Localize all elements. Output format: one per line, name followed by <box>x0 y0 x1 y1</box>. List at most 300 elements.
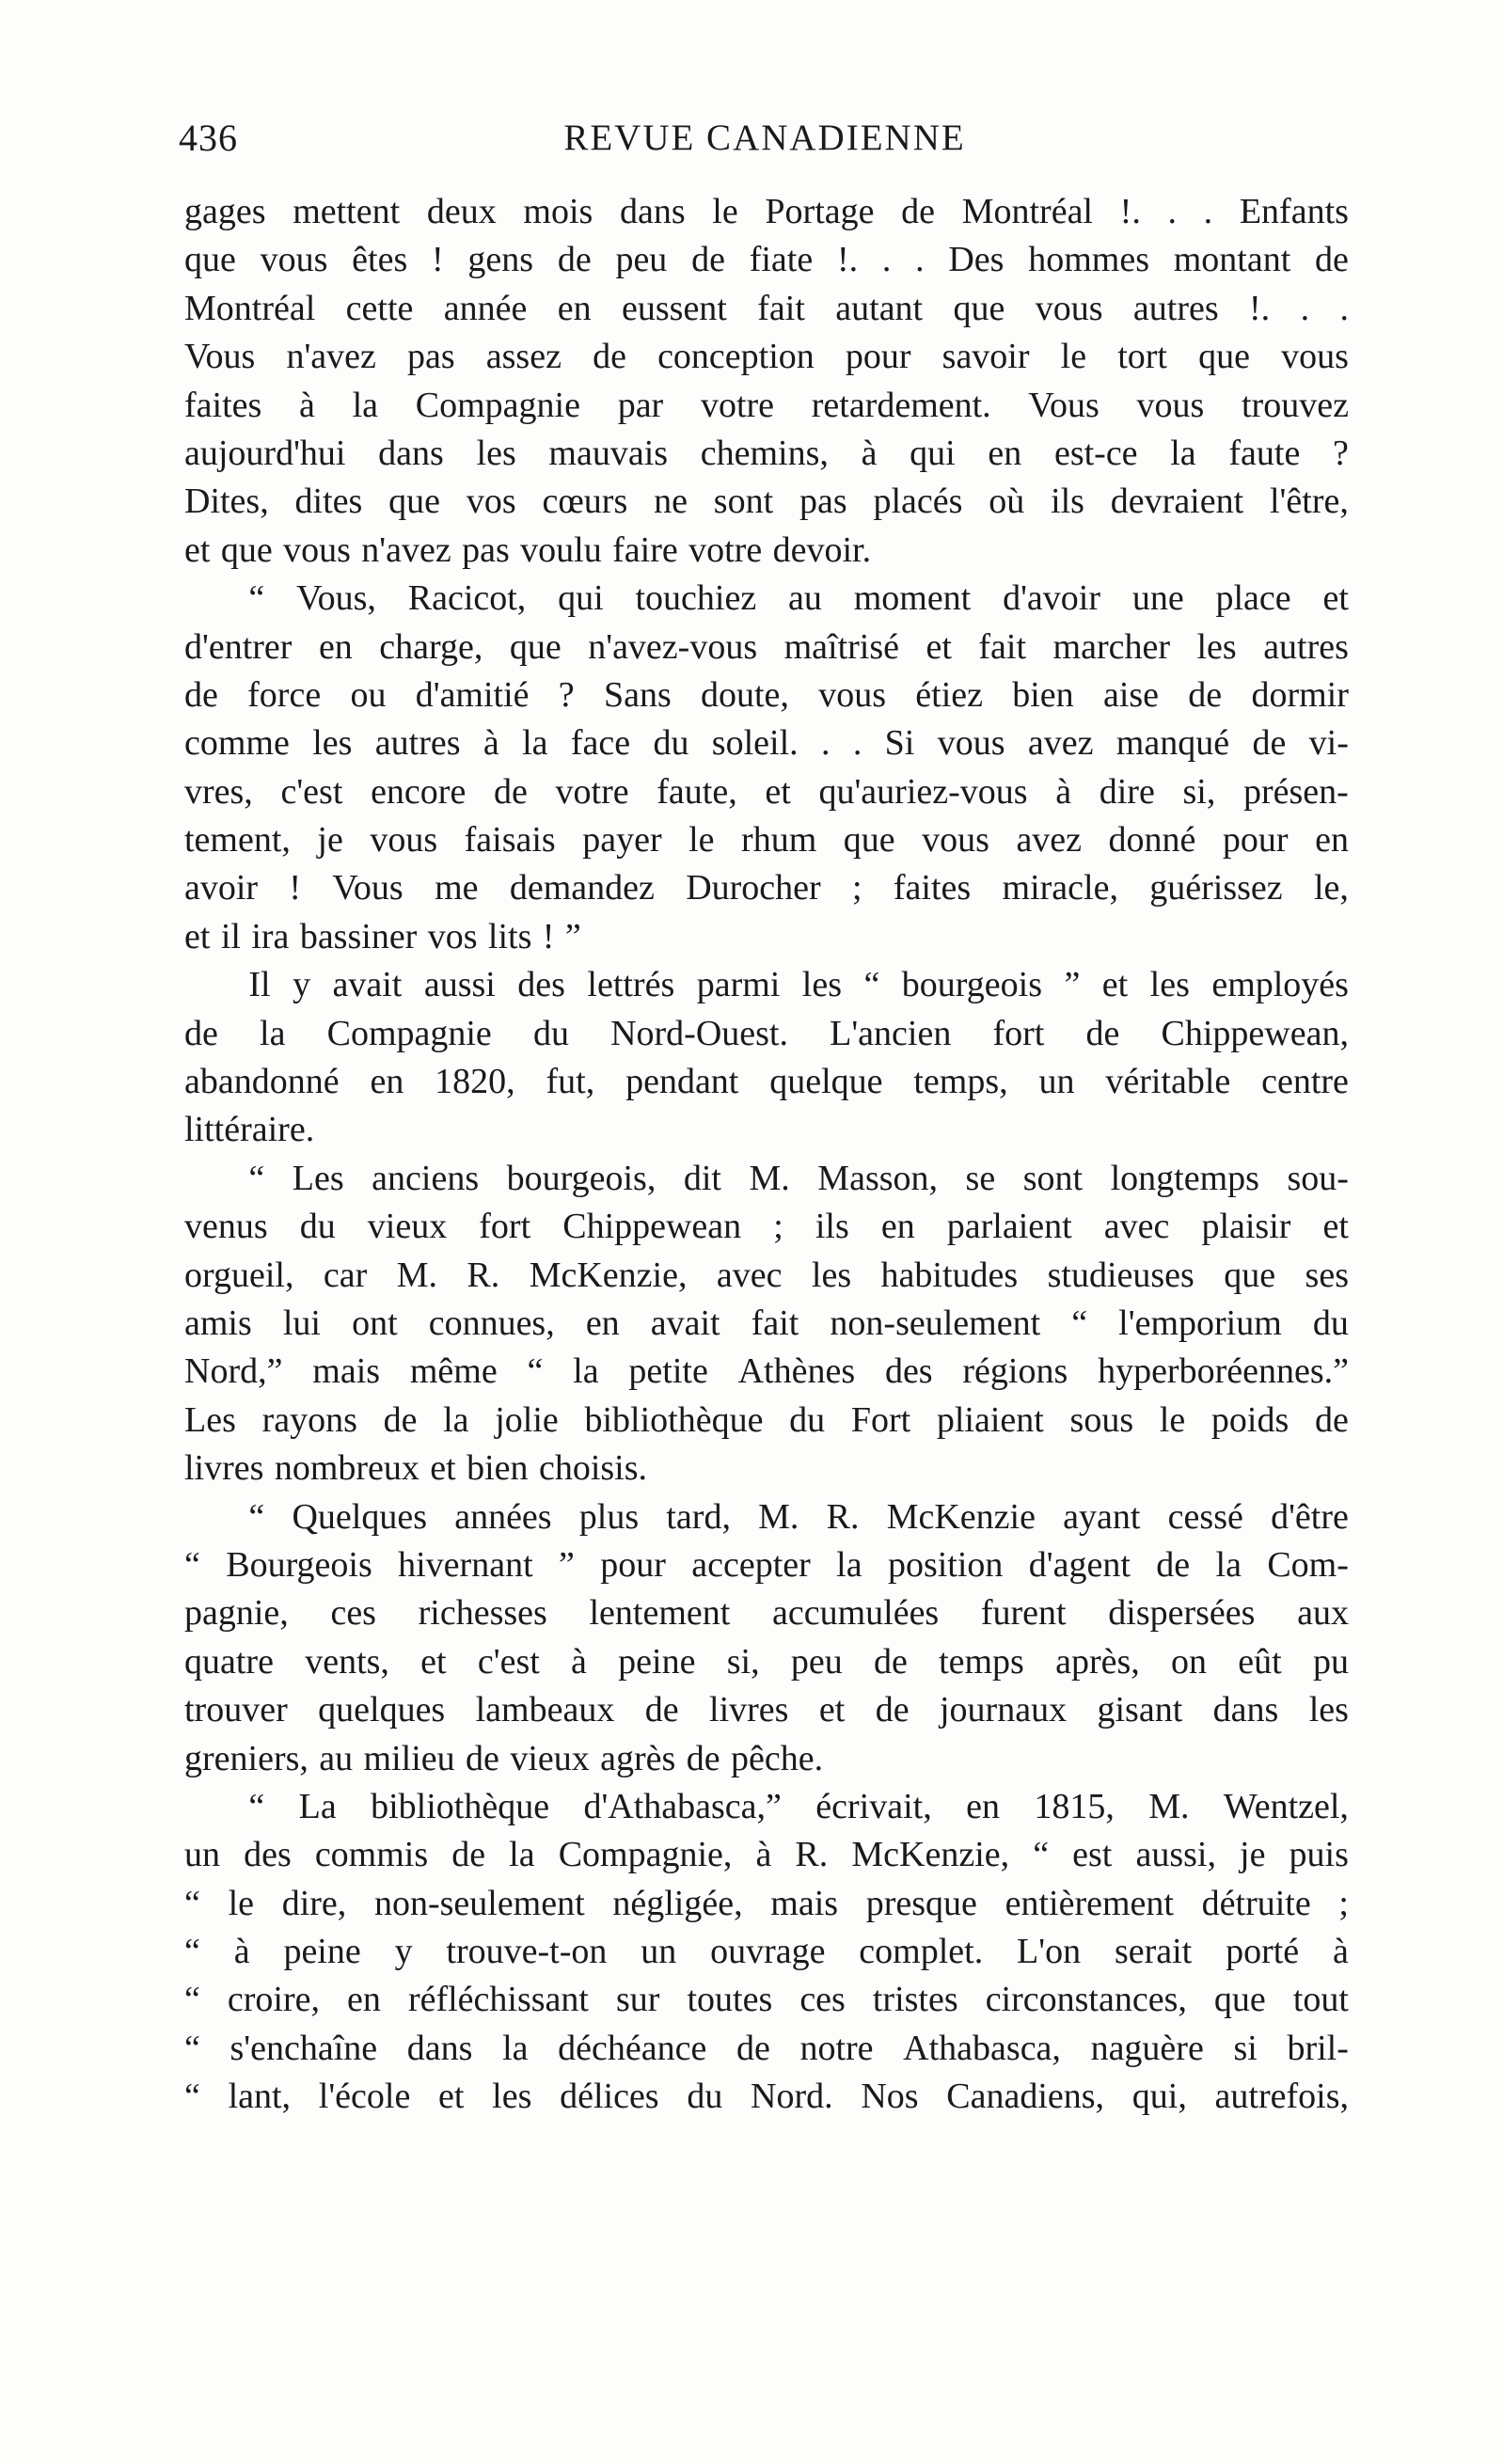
word: M. <box>758 1496 799 1537</box>
word: employés <box>1211 965 1349 1005</box>
word: la <box>352 385 379 425</box>
word: tard, <box>666 1496 731 1537</box>
word: votre <box>688 529 763 570</box>
word: trouve-t-on <box>446 1932 608 1972</box>
word: hyperboréennes.” <box>1098 1351 1349 1392</box>
word: . <box>820 723 831 764</box>
word: richesses <box>418 1593 547 1634</box>
word: trouver <box>184 1690 288 1730</box>
word: que <box>1213 1980 1266 2020</box>
word: présen- <box>1243 771 1349 812</box>
word: pas <box>407 337 455 377</box>
word: eût <box>1238 1641 1282 1682</box>
word: . <box>1203 192 1213 231</box>
word: mettent <box>293 192 401 231</box>
text-line <box>184 1831 1349 1879</box>
word: ces <box>330 1593 376 1634</box>
word: conception <box>657 337 815 377</box>
word: vous <box>818 674 886 715</box>
word: ; <box>1338 1883 1349 1923</box>
word: McKenzie, <box>851 1835 1010 1875</box>
word: aussi, <box>1135 1835 1216 1875</box>
word: “ <box>184 2077 200 2117</box>
word: et <box>1322 578 1349 619</box>
word: et <box>926 626 952 667</box>
word: car <box>323 1255 368 1295</box>
word: devraient <box>1110 482 1244 522</box>
word: vents, <box>305 1641 389 1682</box>
word: Enfants <box>1239 192 1349 231</box>
word: de <box>875 1690 910 1730</box>
word: pas <box>799 482 847 522</box>
word: “ <box>184 1932 200 1972</box>
word: journaux <box>940 1690 1068 1730</box>
word: avait <box>332 965 403 1005</box>
word: Compagnie <box>415 385 580 425</box>
text-line <box>184 1928 1349 1976</box>
word: à <box>861 433 878 473</box>
word: habitudes <box>880 1255 1019 1295</box>
word: de <box>383 1399 418 1440</box>
text-line <box>184 527 1349 575</box>
word: même <box>409 1351 498 1392</box>
text-line <box>184 333 1349 381</box>
word: deux <box>426 192 497 231</box>
text-line <box>184 864 1349 912</box>
word: vous <box>922 820 989 861</box>
word: Vous, <box>296 578 376 619</box>
word: soleil. <box>711 723 799 764</box>
word: ; <box>852 868 862 908</box>
word: bril- <box>1287 2028 1349 2068</box>
word: Chippewean <box>562 1207 742 1247</box>
word: sur <box>616 1980 660 2020</box>
word: un <box>641 1932 677 1972</box>
word: à <box>483 723 499 764</box>
word: ! <box>289 868 302 908</box>
word: autant <box>835 288 924 328</box>
word: d'agent <box>1028 1544 1131 1585</box>
word: en <box>988 433 1022 473</box>
text-line <box>184 1880 1349 1928</box>
word: payer <box>582 820 662 861</box>
word: que <box>953 288 1005 328</box>
word: ont <box>352 1303 398 1343</box>
word: faire <box>612 529 678 570</box>
word: la <box>573 1351 599 1392</box>
word: dans <box>619 192 686 231</box>
word: naguère <box>1090 2028 1204 2068</box>
word: et <box>818 1690 846 1730</box>
word: R. <box>795 1835 829 1875</box>
word: que <box>1198 337 1250 377</box>
text-line <box>184 1058 1349 1106</box>
word: vos <box>427 916 478 956</box>
word: ; <box>773 1207 783 1247</box>
word: “ <box>184 2028 200 2068</box>
word: sont <box>1022 1158 1084 1198</box>
word: de <box>1315 240 1349 280</box>
word: véritable <box>1105 1062 1231 1102</box>
word: !. <box>1249 288 1271 328</box>
text-line <box>184 1155 1349 1203</box>
word: “ <box>527 1351 544 1392</box>
word: négligée, <box>612 1883 743 1923</box>
word: vous <box>1035 288 1103 328</box>
word: écrivait, <box>815 1786 932 1826</box>
word: faites <box>184 385 262 425</box>
word: non-seulement <box>830 1303 1041 1343</box>
word: plaisir <box>1201 1207 1291 1247</box>
word: dispersées <box>1108 1593 1256 1634</box>
word: la <box>502 2028 529 2068</box>
word: faites <box>893 868 972 908</box>
word: de <box>1156 1544 1191 1585</box>
word: presque <box>865 1883 977 1923</box>
word: vi- <box>1308 723 1349 764</box>
word: Vous <box>184 337 256 377</box>
word: que <box>184 240 236 280</box>
word: il <box>220 916 241 956</box>
word: étiez <box>915 674 983 715</box>
word: qui <box>558 578 604 619</box>
word: et <box>1101 965 1129 1005</box>
word: autres <box>374 723 461 764</box>
word: bassiner <box>299 916 418 956</box>
word: amis <box>184 1303 252 1343</box>
word: que <box>220 529 273 570</box>
word: livres <box>184 1448 264 1489</box>
word: petite <box>628 1351 708 1392</box>
word: en <box>370 1062 404 1102</box>
word: sou- <box>1287 1158 1349 1198</box>
word: Nord,” <box>184 1351 283 1392</box>
word: y <box>394 1932 413 1972</box>
word: peu <box>790 1641 843 1682</box>
word: Nord-Ouest. <box>610 1013 788 1053</box>
word: de <box>184 1013 218 1053</box>
word: pu <box>1312 1641 1349 1682</box>
word: pagnie, <box>184 1593 289 1634</box>
word: ouvrage <box>710 1932 826 1972</box>
word: d'entrer <box>184 626 293 667</box>
word: chemins, <box>700 433 829 473</box>
word: faute <box>1228 433 1301 473</box>
word: autres <box>1263 626 1349 667</box>
word: circonstances, <box>985 1980 1187 2020</box>
word: M. <box>1148 1786 1190 1826</box>
text-line <box>184 1493 1349 1541</box>
word: notre <box>799 2028 874 2068</box>
text-line <box>184 2073 1349 2121</box>
word: si, <box>726 1641 760 1682</box>
word: aussi <box>423 965 496 1005</box>
word: ” <box>564 916 581 956</box>
text-line <box>184 671 1349 719</box>
word: à <box>299 385 315 425</box>
word: porté <box>1226 1932 1300 1972</box>
word: en <box>557 288 592 328</box>
word: 1815, <box>1034 1786 1115 1826</box>
text-line <box>184 575 1349 623</box>
word: Athènes <box>737 1351 856 1392</box>
word: avez <box>1027 723 1094 764</box>
word: Compagnie <box>326 1013 492 1053</box>
word: faisais <box>464 820 556 861</box>
word: L'on <box>1017 1932 1082 1972</box>
word: de <box>686 1738 720 1778</box>
word: lui <box>282 1303 321 1343</box>
word: cœurs <box>542 482 628 522</box>
word: bourgeois <box>901 965 1042 1005</box>
word: . <box>881 240 892 280</box>
word: Portage <box>765 192 875 231</box>
word: accepter <box>691 1544 811 1585</box>
word: dormir <box>1251 674 1349 715</box>
word: lentement <box>589 1593 731 1634</box>
word: lits <box>487 916 532 956</box>
word: accumulées <box>771 1593 940 1634</box>
word: toutes <box>687 1980 773 2020</box>
word: jolie <box>495 1399 559 1440</box>
word: Vous <box>332 868 403 908</box>
word: force <box>247 674 322 715</box>
word: l'emporium <box>1118 1303 1282 1343</box>
word: 1820, <box>435 1062 515 1102</box>
word: lambeaux <box>475 1690 615 1730</box>
word: le <box>228 1883 254 1923</box>
word: Fort <box>850 1399 911 1440</box>
word: les <box>312 723 353 764</box>
word: manqué <box>1115 723 1230 764</box>
word: pour <box>845 337 911 377</box>
word: la <box>1215 1544 1242 1585</box>
word: greniers, <box>184 1738 309 1778</box>
word: demandez <box>509 868 655 908</box>
word: de <box>1252 723 1287 764</box>
word: bien <box>467 1448 529 1489</box>
word: voulu <box>520 529 602 570</box>
word: !. <box>836 240 859 280</box>
word: d'amitié <box>415 674 530 715</box>
word: parlaient <box>946 1207 1072 1247</box>
word: pour <box>1222 820 1289 861</box>
word: dit <box>683 1158 721 1198</box>
word: encore <box>371 771 467 812</box>
word: n'avez <box>361 529 451 570</box>
word: que <box>843 820 895 861</box>
word: Montréal <box>184 288 316 328</box>
word: Wentzel, <box>1223 1786 1349 1826</box>
page-number: 436 <box>179 117 238 159</box>
word: savoir <box>941 337 1030 377</box>
word: charge, <box>379 626 483 667</box>
word: quelque <box>769 1062 883 1102</box>
text-line <box>184 1252 1349 1300</box>
word: je <box>317 820 343 861</box>
text-line <box>184 478 1349 526</box>
text-line <box>184 2025 1349 2073</box>
word: Les <box>184 1399 236 1440</box>
word: Compagnie, <box>558 1835 733 1875</box>
text-line <box>184 1445 1349 1493</box>
word: vieux <box>510 1738 590 1778</box>
word: ils <box>815 1207 849 1247</box>
word: ! <box>432 240 444 280</box>
word: du <box>1312 1303 1349 1343</box>
word: M. <box>396 1255 437 1295</box>
word: “ <box>248 1158 265 1198</box>
word: face <box>570 723 631 764</box>
word: de <box>644 1690 679 1730</box>
word: un <box>1038 1062 1075 1102</box>
word: abandonné <box>184 1062 340 1102</box>
word: poids <box>1210 1399 1289 1440</box>
word: touchiez <box>635 578 757 619</box>
word: qui, <box>1131 2077 1187 2117</box>
word: et <box>184 529 211 570</box>
word: ses <box>1305 1255 1349 1295</box>
text-line <box>184 768 1349 816</box>
word: réfléchissant <box>407 1980 589 2020</box>
text-line <box>184 1397 1349 1445</box>
word: . <box>915 240 925 280</box>
word: ira <box>251 916 290 956</box>
text-line <box>184 1106 1349 1154</box>
word: peu <box>615 240 668 280</box>
word: eussent <box>622 288 727 328</box>
word: fiate <box>749 240 814 280</box>
word: avait <box>650 1303 720 1343</box>
word: moment <box>853 578 972 619</box>
word: de <box>466 1738 499 1778</box>
word: Chippewean, <box>1161 1013 1349 1053</box>
word: . <box>852 723 862 764</box>
word: les <box>801 965 843 1005</box>
word: donné <box>1108 820 1196 861</box>
word: délices <box>560 2077 659 2117</box>
word: par <box>617 385 664 425</box>
word: c'est <box>280 771 343 812</box>
word: lant, <box>228 2077 292 2117</box>
word: le <box>712 192 738 231</box>
word: je <box>1240 1835 1266 1875</box>
word: des <box>884 1351 933 1392</box>
word: littéraire. <box>184 1110 315 1150</box>
word: doute, <box>701 674 789 715</box>
word: quatre <box>184 1641 274 1682</box>
word: bourgeois, <box>506 1158 657 1198</box>
word: en <box>880 1207 915 1247</box>
word: aise <box>1102 674 1160 715</box>
word: me <box>435 868 479 908</box>
word: régions <box>962 1351 1068 1392</box>
word: fort <box>479 1207 531 1247</box>
word: quelques <box>318 1690 446 1730</box>
text-line <box>184 624 1349 671</box>
text-line <box>184 236 1349 284</box>
word: choisis. <box>538 1448 648 1489</box>
word: à <box>1333 1932 1349 1972</box>
word: si <box>1233 2028 1258 2068</box>
word: qu'auriez-vous <box>818 771 1028 812</box>
word: livres <box>709 1690 789 1730</box>
word: McKenzie, <box>529 1255 688 1295</box>
word: on <box>1171 1641 1208 1682</box>
word: trouvez <box>1241 385 1349 425</box>
word: du <box>653 723 689 764</box>
word: mauvais <box>548 433 669 473</box>
word: de <box>557 240 592 280</box>
word: agrès <box>600 1738 676 1778</box>
word: mais <box>312 1351 381 1392</box>
word: avec <box>1103 1207 1170 1247</box>
word: bibliothèque <box>371 1786 550 1826</box>
word: Racicot, <box>407 578 527 619</box>
text-line <box>184 961 1349 1009</box>
word: avec <box>716 1255 783 1295</box>
word: fait <box>757 288 805 328</box>
word: Durocher <box>686 868 821 908</box>
word: fort <box>992 1013 1045 1053</box>
word: McKenzie <box>886 1496 1036 1537</box>
text-line <box>184 1638 1349 1686</box>
word: et <box>438 2077 465 2117</box>
word: êtes <box>352 240 408 280</box>
running-head <box>179 115 1351 162</box>
word: le, <box>1314 868 1349 908</box>
word: où <box>989 482 1025 522</box>
word: de <box>691 240 725 280</box>
word: !. <box>1119 192 1141 231</box>
word: si, <box>1182 771 1216 812</box>
word: Nord. <box>751 2077 833 2117</box>
word: pas <box>462 529 510 570</box>
word: “ <box>1033 1835 1050 1875</box>
word: ” <box>559 1544 575 1585</box>
word: les <box>1149 965 1190 1005</box>
word: . <box>1167 192 1177 231</box>
word: pliaient <box>936 1399 1044 1440</box>
text-line <box>184 188 1349 236</box>
word: Si <box>884 723 915 764</box>
word: tout <box>1292 1980 1349 2020</box>
word: . <box>1339 288 1349 328</box>
word: guérissez <box>1149 868 1283 908</box>
word: en <box>318 626 353 667</box>
word: est-ce <box>1053 433 1138 473</box>
word: dire, <box>281 1883 347 1923</box>
word: gens <box>467 240 534 280</box>
word: fut, <box>546 1062 595 1102</box>
word: vous <box>937 723 1005 764</box>
word: les <box>1308 1690 1349 1730</box>
word: du <box>789 1399 826 1440</box>
word: nombreux <box>274 1448 419 1489</box>
word: . <box>1300 288 1310 328</box>
word: cessé <box>1167 1496 1243 1537</box>
word: hivernant <box>398 1544 533 1585</box>
word: place <box>1215 578 1291 619</box>
word: L'ancien <box>830 1013 952 1053</box>
word: année <box>443 288 528 328</box>
text-line <box>184 1589 1349 1637</box>
word: la <box>836 1544 862 1585</box>
word: dans <box>1212 1690 1279 1730</box>
word: anciens <box>372 1158 480 1198</box>
word: s'enchaîne <box>229 2028 378 2068</box>
word: position <box>887 1544 1004 1585</box>
